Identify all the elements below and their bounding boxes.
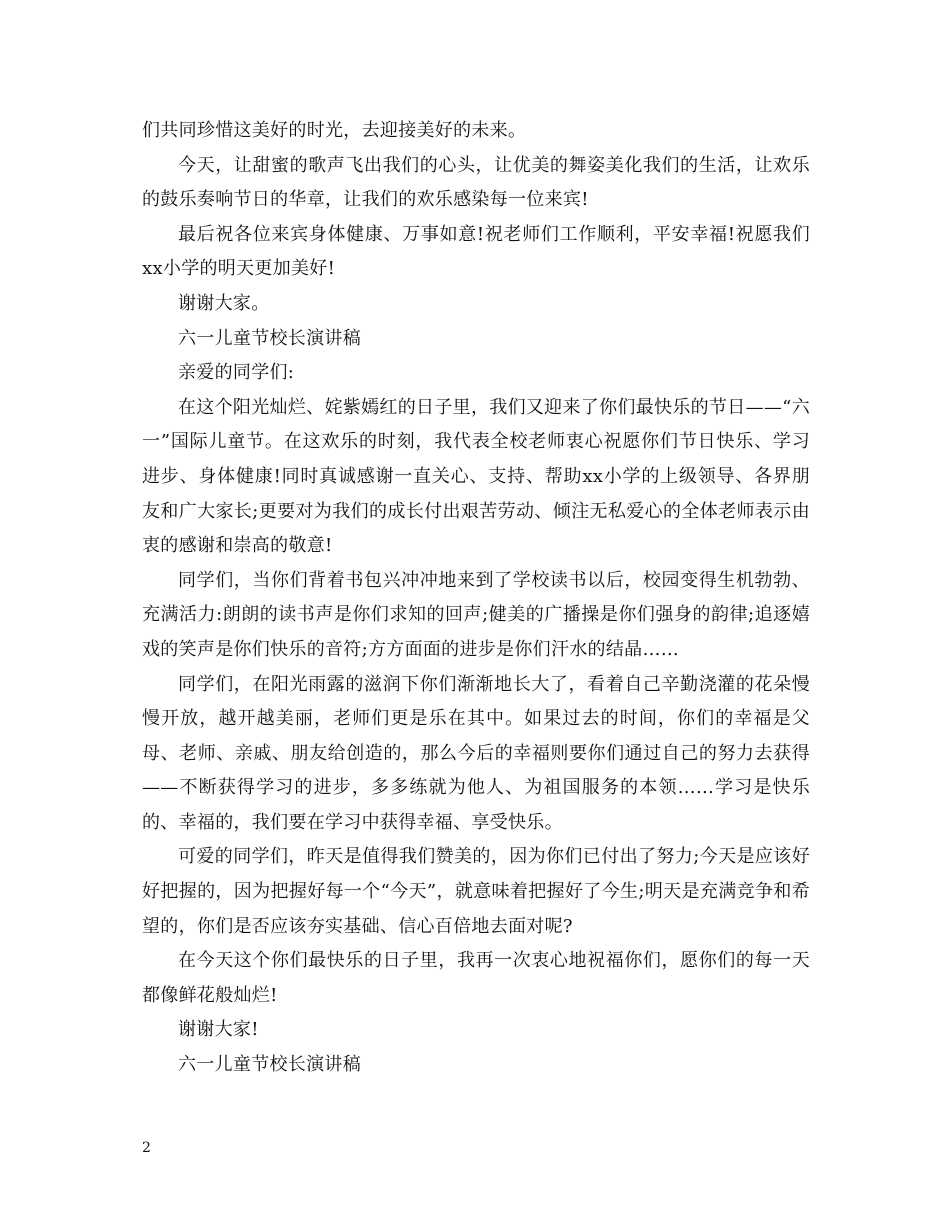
page-number: 2 bbox=[142, 1140, 151, 1156]
next-speech-title: 六一儿童节校长演讲稿 bbox=[178, 1054, 361, 1076]
paragraph-8: 同学们，当你们背着书包兴冲冲地来到了学校读书以后，校园变得生机勃勃、充满活力:朗朗的读书声是你们求知的回声;健美的广播操是你们强身的韵律;追逐嬉戏的笑声是你们快乐的音符;方方面面的进步是你们汗水的结晶…… bbox=[142, 569, 810, 660]
paragraph-4: 谢谢大家。 bbox=[178, 292, 270, 314]
paragraph-3: 最后祝各位来宾身体健康、万事如意!祝老师们工作顺利，平安幸福!祝愿我们xx小学的明天更加美好! bbox=[142, 223, 810, 280]
paragraph-11: 在今天这个你们最快乐的日子里，我再一次衷心地祝福你们，愿你们的每一天都像鲜花般灿烂! bbox=[142, 950, 810, 1006]
document-body bbox=[142, 114, 810, 1083]
salutation: 亲爱的同学们: bbox=[178, 362, 295, 384]
paragraph-1: 们共同珍惜这美好的时光，去迎接美好的未来。 bbox=[142, 120, 527, 141]
paragraph-9: 同学们，在阳光雨露的滋润下你们渐渐地长大了，看着自己辛勤浇灌的花朵慢慢开放，越开越美丽，老师们更是乐在其中。如果过去的时间，你们的幸福是父母、老师、亲戚、朋友给创造的，那么今后的幸福则要你们通过自己的努力去获得——不断获得学习的进步，多多练就为他人、为祖国服务的本领……学习是快乐的、幸福的，我们要在学习中获得幸福、享受快乐。 bbox=[142, 673, 810, 833]
speech-title: 六一儿童节校长演讲稿 bbox=[178, 327, 361, 349]
paragraph-2: 今天，让甜蜜的歌声飞出我们的心头，让优美的舞姿美化我们的生活，让欢乐的鼓乐奏响节日的华章，让我们的欢乐感染每一位来宾! bbox=[142, 154, 810, 211]
paragraph-7: 在这个阳光灿烂、姹紫嫣红的日子里，我们又迎来了你们最快乐的节日——“六一”国际儿童节。在这欢乐的时刻，我代表全校老师衷心祝愿你们节日快乐、学习进步、身体健康!同时真诚感谢一直关心、支持、帮助xx小学的上级领导、各界朋友和广大家长;更要对为我们的成长付出艰苦劳动、倾注无私爱心的全体老师表示由衷的感谢和崇高的敬意! bbox=[142, 396, 810, 557]
paragraph-10: 可爱的同学们，昨天是值得我们赞美的，因为你们已付出了努力;今天是应该好好把握的，因为把握好每一个“今天”，就意味着把握好了今生;明天是充满竞争和希望的，你们是否应该夯实基础、信心百倍地去面对呢? bbox=[142, 846, 810, 937]
closing-thanks: 谢谢大家! bbox=[178, 1019, 259, 1041]
